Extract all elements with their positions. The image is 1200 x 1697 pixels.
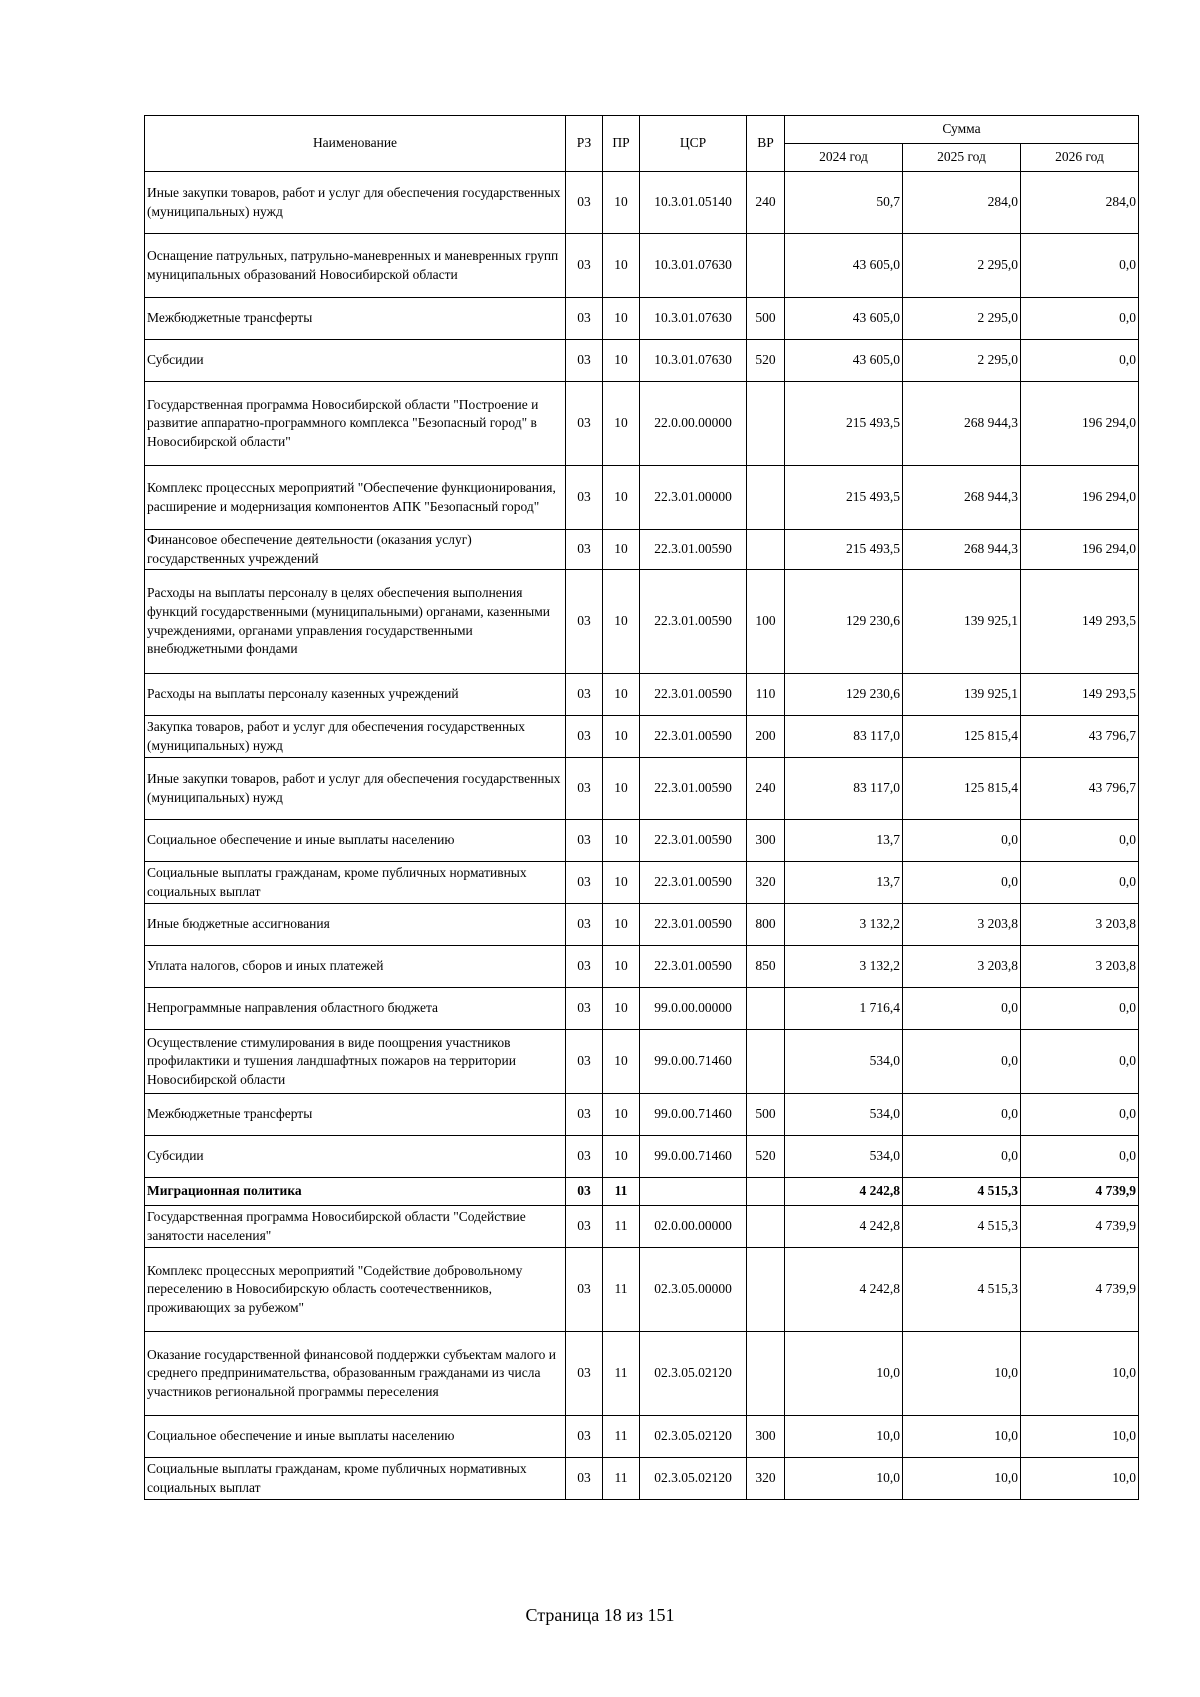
row-rz: 03 bbox=[566, 758, 603, 820]
row-sum-2026: 4 739,9 bbox=[1021, 1178, 1139, 1206]
row-vr: 500 bbox=[747, 1094, 785, 1136]
row-vr: 300 bbox=[747, 1416, 785, 1458]
row-csr: 22.3.01.00590 bbox=[640, 946, 747, 988]
row-name: Социальные выплаты гражданам, кроме публичных нормативных социальных выплат bbox=[145, 1458, 566, 1500]
row-sum-2025: 0,0 bbox=[903, 988, 1021, 1030]
row-name: Расходы на выплаты персоналу казенных учреждений bbox=[145, 674, 566, 716]
row-sum-2026: 284,0 bbox=[1021, 172, 1139, 234]
row-csr: 22.3.01.00590 bbox=[640, 820, 747, 862]
row-sum-2025: 10,0 bbox=[903, 1458, 1021, 1500]
row-csr: 02.0.00.00000 bbox=[640, 1206, 747, 1248]
row-sum-2026: 43 796,7 bbox=[1021, 716, 1139, 758]
row-pr: 10 bbox=[603, 570, 640, 674]
row-sum-2024: 43 605,0 bbox=[785, 298, 903, 340]
header-year-2026: 2026 год bbox=[1021, 144, 1139, 172]
row-rz: 03 bbox=[566, 716, 603, 758]
row-sum-2025: 268 944,3 bbox=[903, 530, 1021, 570]
row-name: Закупка товаров, работ и услуг для обеспечения государственных (муниципальных) нужд bbox=[145, 716, 566, 758]
row-rz: 03 bbox=[566, 530, 603, 570]
row-sum-2024: 1 716,4 bbox=[785, 988, 903, 1030]
row-csr: 10.3.01.07630 bbox=[640, 298, 747, 340]
row-sum-2024: 10,0 bbox=[785, 1416, 903, 1458]
row-sum-2024: 43 605,0 bbox=[785, 340, 903, 382]
row-vr: 240 bbox=[747, 758, 785, 820]
row-sum-2024: 534,0 bbox=[785, 1136, 903, 1178]
row-sum-2025: 10,0 bbox=[903, 1332, 1021, 1416]
row-sum-2025: 284,0 bbox=[903, 172, 1021, 234]
budget-table bbox=[144, 115, 1139, 1500]
header-csr: ЦСР bbox=[640, 116, 747, 172]
row-rz: 03 bbox=[566, 1332, 603, 1416]
table-row bbox=[145, 904, 1139, 946]
row-sum-2026: 3 203,8 bbox=[1021, 904, 1139, 946]
row-csr: 22.0.00.00000 bbox=[640, 382, 747, 466]
header-vr: ВР bbox=[747, 116, 785, 172]
row-sum-2026: 0,0 bbox=[1021, 298, 1139, 340]
row-vr bbox=[747, 1030, 785, 1094]
row-pr: 10 bbox=[603, 234, 640, 298]
table-row bbox=[145, 340, 1139, 382]
row-name: Межбюджетные трансферты bbox=[145, 298, 566, 340]
row-sum-2024: 50,7 bbox=[785, 172, 903, 234]
row-sum-2024: 13,7 bbox=[785, 862, 903, 904]
table-row bbox=[145, 570, 1139, 674]
row-sum-2024: 4 242,8 bbox=[785, 1178, 903, 1206]
row-name: Социальное обеспечение и иные выплаты населению bbox=[145, 1416, 566, 1458]
row-vr: 500 bbox=[747, 298, 785, 340]
row-name: Осуществление стимулирования в виде поощрения участников профилактики и тушения ландшафтных пожаров на территории Новосибирской области bbox=[145, 1030, 566, 1094]
row-sum-2026: 4 739,9 bbox=[1021, 1248, 1139, 1332]
row-pr: 10 bbox=[603, 1094, 640, 1136]
row-sum-2024: 83 117,0 bbox=[785, 716, 903, 758]
row-rz: 03 bbox=[566, 570, 603, 674]
row-rz: 03 bbox=[566, 1030, 603, 1094]
row-sum-2026: 0,0 bbox=[1021, 1136, 1139, 1178]
row-sum-2025: 0,0 bbox=[903, 820, 1021, 862]
row-pr: 10 bbox=[603, 466, 640, 530]
row-vr: 240 bbox=[747, 172, 785, 234]
row-vr: 300 bbox=[747, 820, 785, 862]
row-sum-2026: 196 294,0 bbox=[1021, 530, 1139, 570]
row-vr bbox=[747, 234, 785, 298]
table-row bbox=[145, 946, 1139, 988]
table-row bbox=[145, 674, 1139, 716]
row-pr: 10 bbox=[603, 1030, 640, 1094]
table-row bbox=[145, 820, 1139, 862]
row-csr: 02.3.05.00000 bbox=[640, 1248, 747, 1332]
row-sum-2026: 4 739,9 bbox=[1021, 1206, 1139, 1248]
row-vr: 100 bbox=[747, 570, 785, 674]
row-vr bbox=[747, 1206, 785, 1248]
row-sum-2026: 0,0 bbox=[1021, 1030, 1139, 1094]
row-sum-2024: 215 493,5 bbox=[785, 530, 903, 570]
row-rz: 03 bbox=[566, 172, 603, 234]
row-csr bbox=[640, 1178, 747, 1206]
row-sum-2025: 4 515,3 bbox=[903, 1178, 1021, 1206]
table-body bbox=[145, 172, 1139, 1500]
table-row bbox=[145, 234, 1139, 298]
table-row bbox=[145, 1458, 1139, 1500]
row-name: Государственная программа Новосибирской области "Содействие занятости населения" bbox=[145, 1206, 566, 1248]
row-csr: 10.3.01.07630 bbox=[640, 234, 747, 298]
row-sum-2025: 0,0 bbox=[903, 1136, 1021, 1178]
table-row bbox=[145, 758, 1139, 820]
table-row bbox=[145, 1332, 1139, 1416]
row-rz: 03 bbox=[566, 1416, 603, 1458]
row-csr: 22.3.01.00590 bbox=[640, 716, 747, 758]
row-name: Непрограммные направления областного бюджета bbox=[145, 988, 566, 1030]
row-pr: 11 bbox=[603, 1248, 640, 1332]
row-vr bbox=[747, 530, 785, 570]
row-sum-2026: 43 796,7 bbox=[1021, 758, 1139, 820]
row-vr: 850 bbox=[747, 946, 785, 988]
row-sum-2024: 83 117,0 bbox=[785, 758, 903, 820]
row-rz: 03 bbox=[566, 904, 603, 946]
row-sum-2026: 0,0 bbox=[1021, 234, 1139, 298]
row-name: Расходы на выплаты персоналу в целях обеспечения выполнения функций государственными (муниципальными) органами, казенными учреждениями, органами управления государственными внебюджетными фондами bbox=[145, 570, 566, 674]
row-sum-2025: 0,0 bbox=[903, 1030, 1021, 1094]
row-sum-2024: 10,0 bbox=[785, 1458, 903, 1500]
row-name: Социальное обеспечение и иные выплаты населению bbox=[145, 820, 566, 862]
table-row bbox=[145, 382, 1139, 466]
row-rz: 03 bbox=[566, 382, 603, 466]
row-rz: 03 bbox=[566, 466, 603, 530]
row-sum-2024: 215 493,5 bbox=[785, 382, 903, 466]
row-sum-2026: 149 293,5 bbox=[1021, 570, 1139, 674]
row-csr: 99.0.00.00000 bbox=[640, 988, 747, 1030]
row-rz: 03 bbox=[566, 820, 603, 862]
row-sum-2024: 4 242,8 bbox=[785, 1248, 903, 1332]
row-rz: 03 bbox=[566, 674, 603, 716]
row-pr: 10 bbox=[603, 716, 640, 758]
row-csr: 22.3.01.00590 bbox=[640, 758, 747, 820]
row-csr: 22.3.01.00590 bbox=[640, 862, 747, 904]
row-sum-2026: 0,0 bbox=[1021, 1094, 1139, 1136]
row-name: Уплата налогов, сборов и иных платежей bbox=[145, 946, 566, 988]
row-name: Финансовое обеспечение деятельности (оказания услуг) государственных учреждений bbox=[145, 530, 566, 570]
row-pr: 10 bbox=[603, 758, 640, 820]
header-sum: Сумма bbox=[785, 116, 1139, 144]
row-csr: 99.0.00.71460 bbox=[640, 1136, 747, 1178]
row-name: Оснащение патрульных, патрульно-маневренных и маневренных групп муниципальных образований Новосибирской области bbox=[145, 234, 566, 298]
row-name: Миграционная политика bbox=[145, 1178, 566, 1206]
row-vr bbox=[747, 988, 785, 1030]
row-pr: 10 bbox=[603, 530, 640, 570]
row-rz: 03 bbox=[566, 340, 603, 382]
table-row bbox=[145, 1416, 1139, 1458]
header-pr: ПР bbox=[603, 116, 640, 172]
row-rz: 03 bbox=[566, 988, 603, 1030]
row-sum-2026: 0,0 bbox=[1021, 862, 1139, 904]
row-sum-2025: 139 925,1 bbox=[903, 674, 1021, 716]
row-sum-2026: 10,0 bbox=[1021, 1458, 1139, 1500]
row-rz: 03 bbox=[566, 946, 603, 988]
row-sum-2024: 4 242,8 bbox=[785, 1206, 903, 1248]
row-name: Субсидии bbox=[145, 340, 566, 382]
row-rz: 03 bbox=[566, 298, 603, 340]
row-sum-2024: 43 605,0 bbox=[785, 234, 903, 298]
table-row bbox=[145, 298, 1139, 340]
table-row bbox=[145, 1094, 1139, 1136]
header-name: Наименование bbox=[145, 116, 566, 172]
table-row bbox=[145, 1030, 1139, 1094]
row-pr: 10 bbox=[603, 904, 640, 946]
row-vr bbox=[747, 1248, 785, 1332]
row-sum-2026: 10,0 bbox=[1021, 1416, 1139, 1458]
row-name: Государственная программа Новосибирской области "Построение и развитие аппаратно-программного комплекса "Безопасный город" в Новосибирской области" bbox=[145, 382, 566, 466]
row-pr: 10 bbox=[603, 674, 640, 716]
row-sum-2025: 268 944,3 bbox=[903, 382, 1021, 466]
row-name: Социальные выплаты гражданам, кроме публичных нормативных социальных выплат bbox=[145, 862, 566, 904]
row-csr: 10.3.01.07630 bbox=[640, 340, 747, 382]
row-name: Оказание государственной финансовой поддержки субъектам малого и среднего предпринимательства, образованным гражданами из числа участников региональной программы переселения bbox=[145, 1332, 566, 1416]
row-name: Иные закупки товаров, работ и услуг для обеспечения государственных (муниципальных) нужд bbox=[145, 758, 566, 820]
row-pr: 11 bbox=[603, 1416, 640, 1458]
row-csr: 99.0.00.71460 bbox=[640, 1094, 747, 1136]
table-row bbox=[145, 862, 1139, 904]
row-rz: 03 bbox=[566, 1206, 603, 1248]
row-vr bbox=[747, 466, 785, 530]
row-csr: 22.3.01.00590 bbox=[640, 904, 747, 946]
row-sum-2026: 196 294,0 bbox=[1021, 382, 1139, 466]
row-sum-2026: 3 203,8 bbox=[1021, 946, 1139, 988]
row-sum-2025: 2 295,0 bbox=[903, 340, 1021, 382]
row-vr bbox=[747, 1178, 785, 1206]
table-row bbox=[145, 172, 1139, 234]
row-sum-2025: 0,0 bbox=[903, 1094, 1021, 1136]
row-rz: 03 bbox=[566, 1136, 603, 1178]
row-sum-2026: 0,0 bbox=[1021, 340, 1139, 382]
row-rz: 03 bbox=[566, 1458, 603, 1500]
row-pr: 10 bbox=[603, 298, 640, 340]
row-pr: 10 bbox=[603, 862, 640, 904]
row-vr: 110 bbox=[747, 674, 785, 716]
header-year-2025: 2025 год bbox=[903, 144, 1021, 172]
row-csr: 99.0.00.71460 bbox=[640, 1030, 747, 1094]
row-vr: 520 bbox=[747, 1136, 785, 1178]
row-pr: 10 bbox=[603, 988, 640, 1030]
row-sum-2025: 139 925,1 bbox=[903, 570, 1021, 674]
row-pr: 10 bbox=[603, 382, 640, 466]
row-sum-2024: 534,0 bbox=[785, 1094, 903, 1136]
row-pr: 11 bbox=[603, 1332, 640, 1416]
row-sum-2025: 2 295,0 bbox=[903, 298, 1021, 340]
row-sum-2025: 3 203,8 bbox=[903, 946, 1021, 988]
row-sum-2026: 149 293,5 bbox=[1021, 674, 1139, 716]
row-rz: 03 bbox=[566, 862, 603, 904]
row-sum-2026: 10,0 bbox=[1021, 1332, 1139, 1416]
row-pr: 10 bbox=[603, 820, 640, 862]
row-name: Комплекс процессных мероприятий "Обеспечение функционирования, расширение и модернизация компонентов АПК "Безопасный город" bbox=[145, 466, 566, 530]
row-csr: 02.3.05.02120 bbox=[640, 1332, 747, 1416]
table-row bbox=[145, 1206, 1139, 1248]
row-pr: 11 bbox=[603, 1206, 640, 1248]
row-sum-2024: 129 230,6 bbox=[785, 674, 903, 716]
row-sum-2026: 0,0 bbox=[1021, 988, 1139, 1030]
table-row bbox=[145, 716, 1139, 758]
row-sum-2025: 10,0 bbox=[903, 1416, 1021, 1458]
row-name: Межбюджетные трансферты bbox=[145, 1094, 566, 1136]
table-row bbox=[145, 1248, 1139, 1332]
row-vr: 320 bbox=[747, 1458, 785, 1500]
row-sum-2026: 0,0 bbox=[1021, 820, 1139, 862]
row-vr: 800 bbox=[747, 904, 785, 946]
row-sum-2024: 13,7 bbox=[785, 820, 903, 862]
row-rz: 03 bbox=[566, 1178, 603, 1206]
row-pr: 10 bbox=[603, 172, 640, 234]
row-vr bbox=[747, 1332, 785, 1416]
row-vr: 320 bbox=[747, 862, 785, 904]
header-rz: РЗ bbox=[566, 116, 603, 172]
row-name: Иные закупки товаров, работ и услуг для обеспечения государственных (муниципальных) нужд bbox=[145, 172, 566, 234]
row-rz: 03 bbox=[566, 234, 603, 298]
row-pr: 10 bbox=[603, 946, 640, 988]
table-row bbox=[145, 530, 1139, 570]
row-name: Комплекс процессных мероприятий "Содействие добровольному переселению в Новосибирскую область соотечественников, проживающих за рубежом" bbox=[145, 1248, 566, 1332]
row-sum-2025: 2 295,0 bbox=[903, 234, 1021, 298]
row-pr: 10 bbox=[603, 1136, 640, 1178]
row-sum-2025: 125 815,4 bbox=[903, 716, 1021, 758]
row-sum-2024: 10,0 bbox=[785, 1332, 903, 1416]
row-csr: 10.3.01.05140 bbox=[640, 172, 747, 234]
row-csr: 22.3.01.00590 bbox=[640, 570, 747, 674]
row-csr: 22.3.01.00590 bbox=[640, 674, 747, 716]
row-sum-2024: 129 230,6 bbox=[785, 570, 903, 674]
row-sum-2025: 4 515,3 bbox=[903, 1206, 1021, 1248]
row-vr: 520 bbox=[747, 340, 785, 382]
row-sum-2024: 3 132,2 bbox=[785, 904, 903, 946]
row-name: Субсидии bbox=[145, 1136, 566, 1178]
row-vr: 200 bbox=[747, 716, 785, 758]
row-vr bbox=[747, 382, 785, 466]
row-pr: 11 bbox=[603, 1458, 640, 1500]
table-row bbox=[145, 1178, 1139, 1206]
row-pr: 10 bbox=[603, 340, 640, 382]
row-sum-2026: 196 294,0 bbox=[1021, 466, 1139, 530]
row-sum-2025: 125 815,4 bbox=[903, 758, 1021, 820]
page-number: Страница 18 из 151 bbox=[525, 1605, 675, 1625]
row-sum-2025: 268 944,3 bbox=[903, 466, 1021, 530]
table-row bbox=[145, 1136, 1139, 1178]
row-csr: 02.3.05.02120 bbox=[640, 1416, 747, 1458]
row-csr: 02.3.05.02120 bbox=[640, 1458, 747, 1500]
row-sum-2025: 0,0 bbox=[903, 862, 1021, 904]
row-csr: 22.3.01.00590 bbox=[640, 530, 747, 570]
table-row bbox=[145, 988, 1139, 1030]
header-year-2024: 2024 год bbox=[785, 144, 903, 172]
row-sum-2024: 3 132,2 bbox=[785, 946, 903, 988]
row-sum-2025: 4 515,3 bbox=[903, 1248, 1021, 1332]
row-rz: 03 bbox=[566, 1248, 603, 1332]
table-row bbox=[145, 466, 1139, 530]
row-sum-2024: 215 493,5 bbox=[785, 466, 903, 530]
row-pr: 11 bbox=[603, 1178, 640, 1206]
row-sum-2025: 3 203,8 bbox=[903, 904, 1021, 946]
row-csr: 22.3.01.00000 bbox=[640, 466, 747, 530]
row-sum-2024: 534,0 bbox=[785, 1030, 903, 1094]
row-rz: 03 bbox=[566, 1094, 603, 1136]
row-name: Иные бюджетные ассигнования bbox=[145, 904, 566, 946]
